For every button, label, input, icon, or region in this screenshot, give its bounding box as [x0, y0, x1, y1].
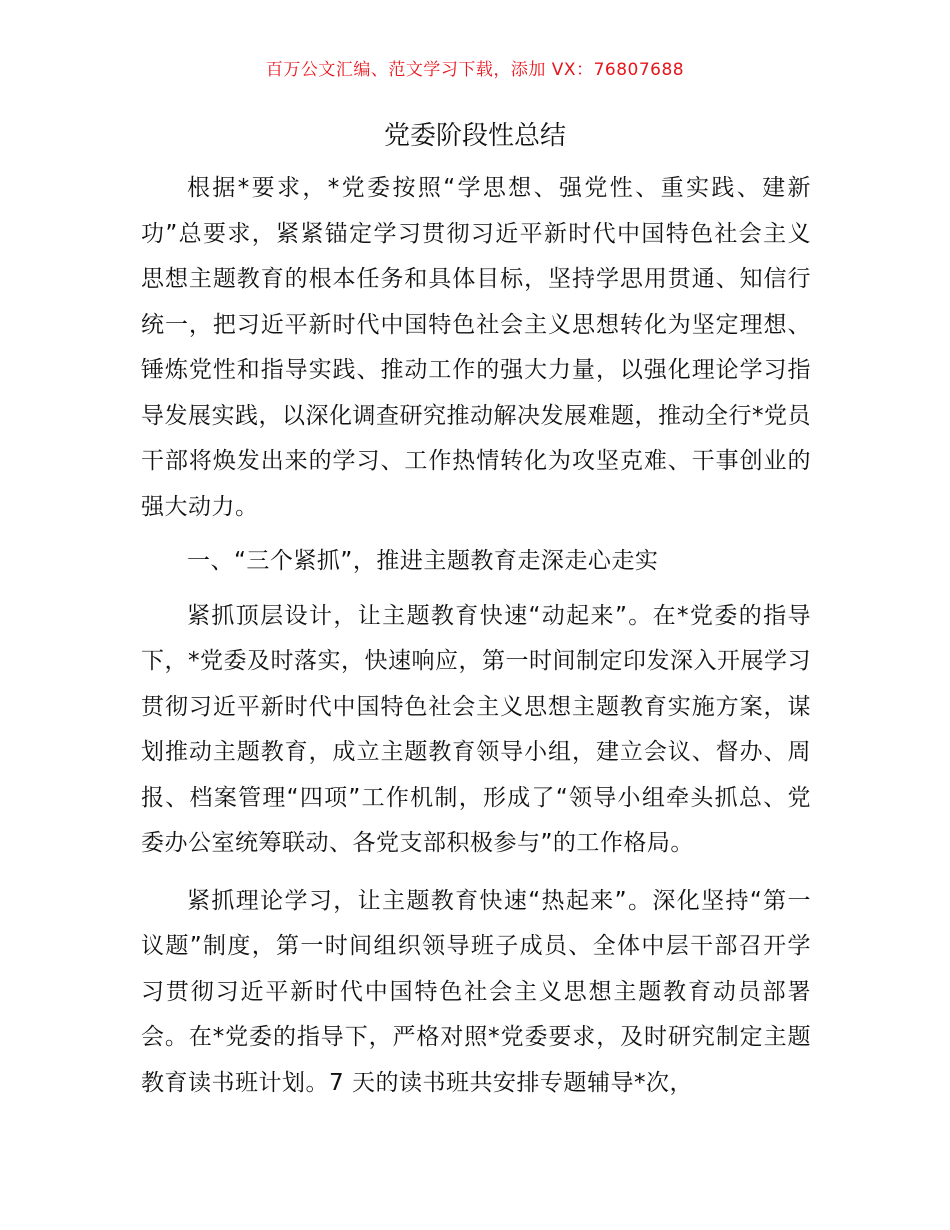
body-paragraph: 紧抓顶层设计，让主题教育快速“动起来”。在*党委的指导下，*党委及时落实，快速响应，第一时间制定印发深入开展学习贯彻习近平新时代中国特色社会主义思想主题教育实施方案，谋划推动主题教育，成立主题教育领导小组，建立会议、督办、周报、档案管理“四项”工作机制，形成了“领导小组牵头抓总、党委办公室统筹联动、各党支部积极参与”的工作格局。	[141, 602, 811, 856]
body-paragraph: 紧抓理论学习，让主题教育快速“热起来”。深化坚持“第一议题”制度，第一时间组织领导班子成员、全体中层干部召开学习贯彻习近平新时代中国特色社会主义思想主题教育动员部署会。在*党委的指导下，严格对照*党委要求，及时研究制定主题教育读书班计划。7 天的读书班共安排专题辅导*次，	[141, 887, 811, 1096]
section-heading: 一、“三个紧抓”，推进主题教育走深走心走实	[187, 548, 659, 574]
document-body	[141, 166, 811, 1106]
header-banner: 百万公文汇编、范文学习下载，添加 VX：76807688	[265, 60, 685, 80]
intro-paragraph: 根据*要求，*党委按照“学思想、强党性、重实践、建新功”总要求，紧紧锚定学习贯彻习近平新时代中国特色社会主义思想主题教育的根本任务和具体目标，坚持学思用贯通、知信行统一，把习近平新时代中国特色社会主义思想转化为坚定理想、锤炼党性和指导实践、推动工作的强大力量，以强化理论学习指导发展实践，以深化调查研究推动解决发展难题，推动全行*党员干部将焕发出来的学习、工作热情转化为攻坚克难、干事创业的强大动力。	[141, 175, 811, 520]
document-title: 党委阶段性总结	[383, 121, 566, 151]
